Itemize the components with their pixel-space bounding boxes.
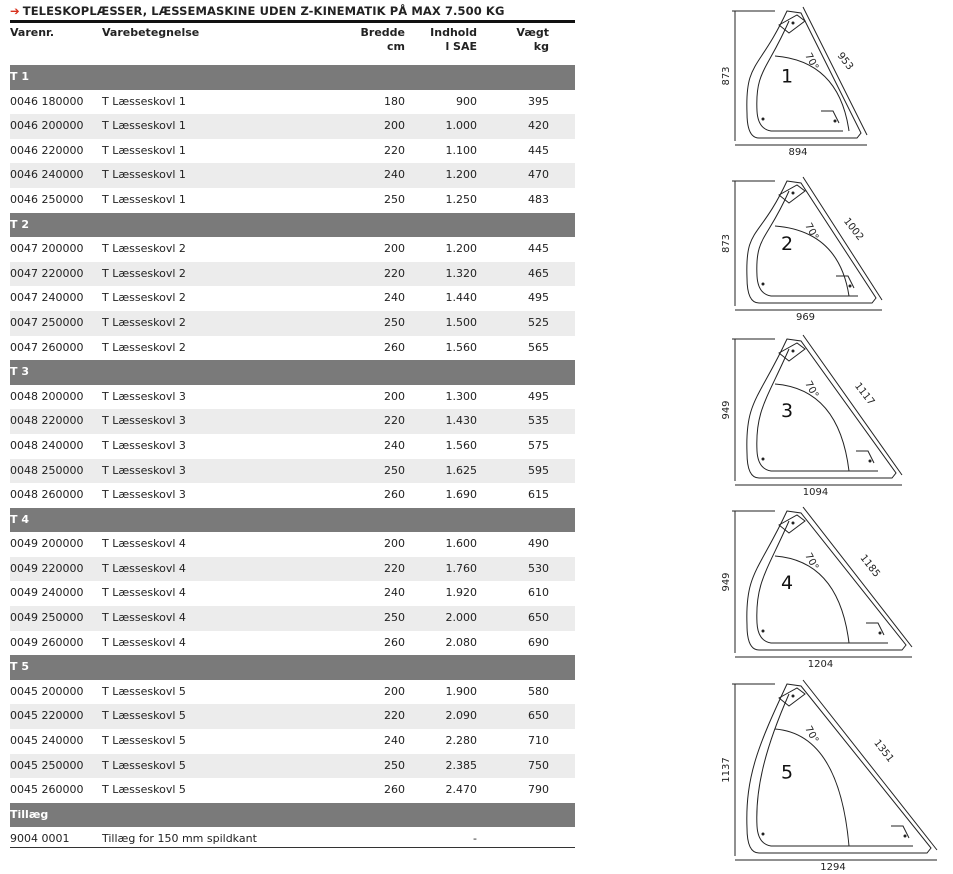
item-width: 240 [384,168,405,182]
width-dimension: 1204 [807,659,834,670]
item-capacity: 1.300 [445,389,477,403]
arrow-icon: ➔ [10,4,20,18]
item-description: T Læsseskovl 1 [102,192,186,206]
item-width: 220 [384,414,405,428]
item-width: 220 [384,709,405,723]
title-rule [10,20,575,23]
item-width: 260 [384,635,405,649]
col-header-bredde [345,26,405,54]
item-capacity: 1.200 [445,168,477,182]
product-table [10,65,575,852]
item-number: 0045 240000 [10,734,84,748]
item-weight: 525 [528,315,549,329]
col-header-indhold-line2: l SAE [445,40,477,53]
item-description: T Læsseskovl 5 [102,734,186,748]
group-header-row [10,65,575,90]
table-row [10,631,575,656]
table-row [10,90,575,115]
item-description: T Læsseskovl 2 [102,291,186,305]
table-row [10,409,575,434]
item-capacity: 1.920 [445,586,477,600]
item-description: T Læsseskovl 3 [102,414,186,428]
item-capacity: 1.320 [445,266,477,280]
group-label: Tillæg [10,807,49,821]
item-description: T Læsseskovl 4 [102,537,186,551]
table-row [10,385,575,410]
item-width: 250 [384,758,405,772]
item-width: 240 [384,734,405,748]
table-row [10,163,575,188]
item-number: 0047 200000 [10,242,84,256]
item-description: Tillæg for 150 mm spildkant [102,832,257,846]
item-description: T Læsseskovl 5 [102,783,186,797]
bucket-number: 3 [780,400,794,423]
item-capacity: 1.440 [445,291,477,305]
group-label: T 3 [10,365,29,379]
item-number: 0049 200000 [10,537,84,551]
item-capacity: 1.560 [445,340,477,354]
item-number: 0049 220000 [10,561,84,575]
item-number: 0045 220000 [10,709,84,723]
angle-label: 70° [802,724,821,746]
table-row [10,532,575,557]
item-capacity: 2.000 [445,611,477,625]
item-width: 200 [384,684,405,698]
item-number: 0047 240000 [10,291,84,305]
item-number: 0045 200000 [10,684,84,698]
item-width: 250 [384,611,405,625]
item-description: T Læsseskovl 3 [102,463,186,477]
item-capacity: 1.690 [445,488,477,502]
item-weight: 420 [528,119,549,133]
item-width: 250 [384,463,405,477]
diagonal-dimension: 1185 [857,552,882,580]
item-description: T Læsseskovl 1 [102,94,186,108]
item-weight: 490 [528,537,549,551]
item-weight: 580 [528,684,549,698]
table-row [10,581,575,606]
item-description: T Læsseskovl 1 [102,143,186,157]
group-label: T 2 [10,217,29,231]
table-row [10,680,575,705]
item-number: 0047 220000 [10,266,84,280]
angle-label: 70° [802,51,821,73]
bucket-drawing-3 [718,333,908,497]
item-weight: 445 [528,143,549,157]
item-number: 9004 0001 [10,832,70,846]
col-header-bredde-line2: cm [387,40,405,53]
item-capacity: 900 [456,94,477,108]
table-row [10,606,575,631]
angle-label: 70° [802,551,821,573]
item-weight: 395 [528,94,549,108]
group-header-row [10,508,575,533]
item-capacity: - [473,832,477,846]
group-header-row [10,803,575,828]
col-header-vaegt-line2: kg [533,40,549,53]
item-description: T Læsseskovl 3 [102,438,186,452]
item-weight: 790 [528,783,549,797]
item-width: 220 [384,561,405,575]
item-capacity: 1.500 [445,315,477,329]
col-header-vaegt-line1: Vægt [516,26,549,39]
table-row [10,459,575,484]
item-width: 240 [384,586,405,600]
item-number: 0048 260000 [10,488,84,502]
width-dimension: 969 [795,312,816,323]
item-weight: 445 [528,242,549,256]
bucket-drawing-2 [718,175,888,322]
table-row [10,729,575,754]
item-number: 0046 200000 [10,119,84,133]
item-weight: 483 [528,192,549,206]
table-row [10,188,575,213]
item-width: 220 [384,266,405,280]
table-row [10,139,575,164]
item-capacity: 1.100 [445,143,477,157]
item-description: T Læsseskovl 2 [102,242,186,256]
bucket-number: 1 [780,65,794,88]
item-description: T Læsseskovl 4 [102,635,186,649]
item-weight: 495 [528,291,549,305]
item-weight: 535 [528,414,549,428]
table-row [10,434,575,459]
table-bottom-rule [10,847,575,848]
table-row [10,286,575,311]
table-row [10,114,575,139]
col-header-betegnelse: Varebetegnelse [102,26,200,39]
item-description: T Læsseskovl 4 [102,611,186,625]
item-number: 0045 260000 [10,783,84,797]
item-number: 0049 240000 [10,586,84,600]
item-capacity: 2.385 [445,758,477,772]
diagonal-dimension: 1351 [871,737,896,765]
item-number: 0048 200000 [10,389,84,403]
title-text: TELESKOPLÆSSER, LÆSSEMASKINE UDEN Z-KINEMATIK PÅ MAX 7.500 KG [22,4,505,18]
item-capacity: 1.560 [445,438,477,452]
group-label: T 1 [10,70,29,83]
width-dimension: 1294 [820,862,846,873]
diagonal-dimension: 953 [834,50,856,73]
item-weight: 615 [528,488,549,502]
item-width: 200 [384,537,405,551]
item-description: T Læsseskovl 2 [102,266,186,280]
group-label: T 5 [10,660,29,674]
item-width: 200 [384,389,405,403]
col-header-indhold-line1: Indhold [430,26,477,39]
item-weight: 465 [528,266,549,280]
item-weight: 650 [528,611,549,625]
item-weight: 530 [528,561,549,575]
item-capacity: 1.900 [445,684,477,698]
item-description: T Læsseskovl 4 [102,586,186,600]
bucket-number: 4 [780,572,794,595]
diagonal-dimension: 1002 [840,216,866,243]
col-header-bredde-line1: Bredde [360,26,405,39]
item-weight: 565 [528,340,549,354]
bucket-number: 2 [780,232,794,255]
angle-label: 70° [802,379,821,401]
item-number: 0046 180000 [10,94,84,108]
item-description: T Læsseskovl 2 [102,340,186,354]
item-number: 0049 250000 [10,611,84,625]
bucket-drawing-5 [718,678,943,872]
bucket-number: 5 [780,761,794,784]
item-width: 240 [384,291,405,305]
item-weight: 595 [528,463,549,477]
item-capacity: 2.470 [445,783,477,797]
col-header-vaegt [489,26,549,54]
item-capacity: 2.090 [445,709,477,723]
item-width: 220 [384,143,405,157]
item-description: T Læsseskovl 5 [102,758,186,772]
item-number: 0046 240000 [10,168,84,182]
angle-label: 70° [802,221,821,243]
table-row [10,557,575,582]
table-row [10,483,575,508]
item-width: 250 [384,315,405,329]
item-description: T Læsseskovl 1 [102,168,186,182]
item-width: 180 [384,94,405,108]
item-width: 260 [384,783,405,797]
item-number: 0048 250000 [10,463,84,477]
height-dimension: 873 [721,66,732,86]
item-capacity: 1.760 [445,561,477,575]
item-number: 0045 250000 [10,758,84,772]
table-row [10,311,575,336]
height-dimension: 949 [721,400,732,420]
height-dimension: 949 [721,572,732,592]
item-description: T Læsseskovl 1 [102,119,186,133]
item-weight: 710 [528,734,549,748]
bucket-drawing-4 [718,505,918,669]
bucket-drawing-1 [718,5,873,157]
item-capacity: 1.430 [445,414,477,428]
group-header-row [10,360,575,385]
item-width: 240 [384,438,405,452]
item-width: 260 [384,488,405,502]
group-label: T 4 [10,512,29,526]
item-description: T Læsseskovl 5 [102,709,186,723]
item-number: 0047 250000 [10,315,84,329]
table-row [10,336,575,361]
item-width: 200 [384,242,405,256]
item-number: 0047 260000 [10,340,84,354]
item-capacity: 2.280 [445,734,477,748]
item-weight: 650 [528,709,549,723]
table-row [10,262,575,287]
item-capacity: 1.625 [445,463,477,477]
width-dimension: 1094 [802,487,829,498]
item-weight: 610 [528,586,549,600]
item-width: 200 [384,119,405,133]
item-capacity: 1.000 [445,119,477,133]
page-title [10,4,575,20]
item-width: 250 [384,192,405,206]
item-capacity: 1.250 [445,192,477,206]
group-header-row [10,213,575,238]
item-weight: 750 [528,758,549,772]
item-weight: 575 [528,438,549,452]
col-header-varenr: Varenr. [10,26,55,39]
item-capacity: 2.080 [445,635,477,649]
item-capacity: 1.200 [445,242,477,256]
table-row [10,754,575,779]
table-row [10,237,575,262]
item-number: 0048 240000 [10,438,84,452]
group-header-row [10,655,575,680]
item-weight: 470 [528,168,549,182]
table-row [10,778,575,803]
item-weight: 495 [528,389,549,403]
item-number: 0046 250000 [10,192,84,206]
height-dimension: 1137 [721,757,732,783]
item-number: 0049 260000 [10,635,84,649]
item-capacity: 1.600 [445,537,477,551]
table-row [10,704,575,729]
item-description: T Læsseskovl 4 [102,561,186,575]
diagonal-dimension: 1117 [851,380,877,408]
height-dimension: 873 [721,233,732,254]
width-dimension: 894 [788,147,808,158]
item-description: T Læsseskovl 3 [102,488,186,502]
item-width: 260 [384,340,405,354]
item-number: 0048 220000 [10,414,84,428]
col-header-indhold [417,26,477,54]
item-description: T Læsseskovl 2 [102,315,186,329]
item-number: 0046 220000 [10,143,84,157]
item-description: T Læsseskovl 3 [102,389,186,403]
item-weight: 690 [528,635,549,649]
table-row [10,827,575,852]
item-description: T Læsseskovl 5 [102,684,186,698]
